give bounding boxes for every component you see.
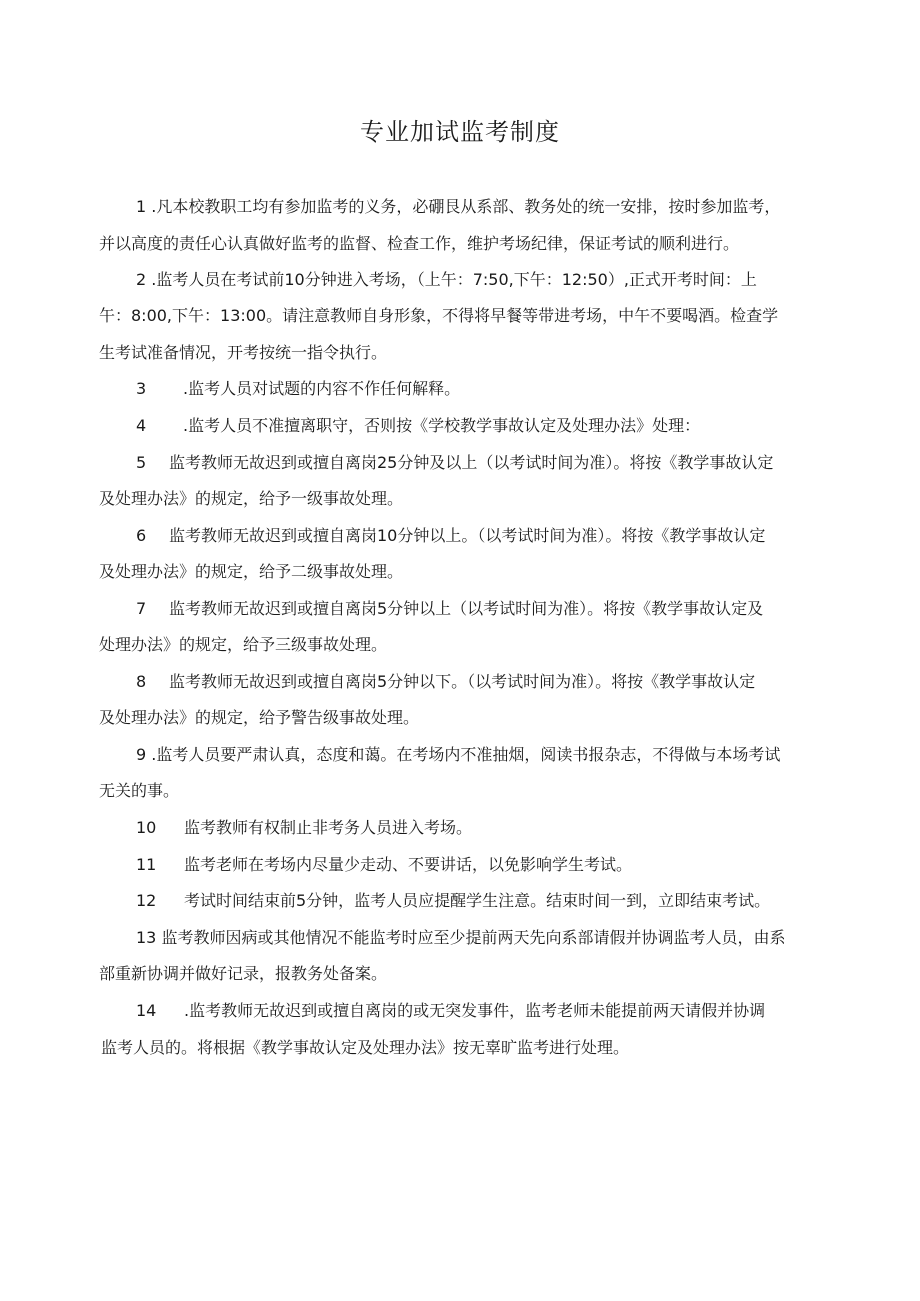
clause-line bbox=[136, 269, 757, 291]
clause-line bbox=[99, 561, 403, 583]
clause-line bbox=[136, 598, 146, 620]
clause-text: 监考老师在考场内尽量少走动、不要讲话，以免影响学生考试。 bbox=[184, 855, 633, 874]
clause-text: 并以高度的责任心认真做好监考的监督、检查工作，维护考场纪律，保证考试的顺利进行。 bbox=[99, 234, 740, 253]
clause-text: .监考人员要严肃认真，态度和蔼。在考场内不准抽烟，阅读书报杂志，不得做与本场考试 bbox=[146, 745, 781, 764]
clause-number: 1 bbox=[136, 197, 147, 216]
clause-number: 5 bbox=[136, 453, 147, 472]
clause-text: .监考人员在考试前10分钟进入考场，（上午：7:50,下午：12:50）,正式开考时间：上 bbox=[146, 270, 757, 289]
clause-line bbox=[136, 525, 146, 547]
clause-text: .凡本校教职工均有参加监考的义务，必硼艮从系部、教务处的统一安排，按时参加监考， bbox=[146, 197, 781, 216]
clause-line bbox=[169, 452, 773, 474]
clause-line bbox=[136, 196, 780, 218]
clause-text: 监考教师因病或其他情况不能监考时应至少提前两天先向系部请假并协调监考人员，由系 bbox=[156, 928, 786, 947]
clause-line bbox=[184, 854, 632, 876]
clause-line bbox=[184, 890, 770, 912]
clause-line bbox=[99, 634, 387, 656]
clause-text: 部重新协调并做好记录，报教务处备案。 bbox=[99, 964, 388, 983]
clause-line bbox=[99, 963, 387, 985]
clause-text: 及处理办法》的规定，给予二级事故处理。 bbox=[99, 562, 404, 581]
clause-number: 9 bbox=[136, 745, 147, 764]
clause-text: 监考教师无故迟到或擅自离岗10分钟以上。（以考试时间为准）。将按《教学事故认定 bbox=[169, 526, 766, 545]
clause-line bbox=[169, 525, 765, 547]
clause-line bbox=[136, 452, 146, 474]
clause-line bbox=[101, 1037, 629, 1059]
clause-text: 监考教师有权制止非考务人员进入考场。 bbox=[184, 818, 473, 837]
clause-text: 及处理办法》的规定，给予一级事故处理。 bbox=[99, 489, 404, 508]
clause-number: 14 bbox=[136, 1001, 157, 1020]
clause-text: .监考人员不准擅离职守，否则按《学校教学事故认定及处理办法》处理： bbox=[183, 416, 701, 435]
clause-line bbox=[183, 415, 700, 437]
clause-text: 监考教师无故迟到或擅自离岗5分钟以上（以考试时间为准）。将按《教学事故认定及 bbox=[169, 599, 764, 618]
clause-text: 午：8:00,下午：13:00。请注意教师自身形象，不得将早餐等带进考场，中午不要喝酒。检查学 bbox=[99, 306, 779, 325]
clause-number: 12 bbox=[136, 891, 157, 910]
clause-number: 7 bbox=[136, 599, 147, 618]
clause-line bbox=[136, 744, 780, 766]
clause-line bbox=[136, 890, 156, 912]
clause-line bbox=[136, 415, 146, 437]
clause-line bbox=[169, 598, 763, 620]
clause-number: 2 bbox=[136, 270, 147, 289]
clause-line bbox=[184, 817, 472, 839]
clause-text: 考试时间结束前5分钟，监考人员应提醒学生注意。结束时间一到，立即结束考试。 bbox=[184, 891, 771, 910]
clause-line bbox=[136, 927, 785, 949]
clause-text: 监考教师无故迟到或擅自离岗5分钟以下。（以考试时间为准）。将按《教学事故认定 bbox=[169, 672, 756, 691]
clause-text: 无关的事。 bbox=[99, 781, 180, 800]
clause-text: 监考教师无故迟到或擅自离岗25分钟及以上（以考试时间为准）。将按《教学事故认定 bbox=[169, 453, 774, 472]
clause-line bbox=[136, 817, 156, 839]
clause-number: 8 bbox=[136, 672, 147, 691]
clause-number: 3 bbox=[136, 379, 147, 398]
clause-text: 及处理办法》的规定，给予警告级事故处理。 bbox=[99, 708, 420, 727]
clause-number: 11 bbox=[136, 855, 157, 874]
clause-line bbox=[136, 1000, 156, 1022]
clause-number: 4 bbox=[136, 416, 147, 435]
clause-line bbox=[99, 780, 179, 802]
clause-text: 处理办法》的规定，给予三级事故处理。 bbox=[99, 635, 388, 654]
clause-line bbox=[136, 854, 156, 876]
clause-number: 13 bbox=[136, 928, 157, 947]
clause-line bbox=[99, 488, 403, 510]
clause-text: 监考人员的。将根据《教学事故认定及处理办法》按无辜旷监考进行处理。 bbox=[101, 1038, 630, 1057]
clause-line bbox=[136, 378, 146, 400]
clause-line bbox=[184, 1000, 765, 1022]
clause-number: 10 bbox=[136, 818, 157, 837]
clause-line bbox=[99, 233, 739, 255]
clause-line bbox=[136, 671, 146, 693]
clause-text: 生考试准备情况，开考按统一指令执行。 bbox=[99, 343, 388, 362]
document-title: 专业加试监考制度 bbox=[360, 118, 560, 146]
clause-line bbox=[99, 707, 419, 729]
clause-line bbox=[169, 671, 755, 693]
clause-line bbox=[183, 378, 460, 400]
clause-line bbox=[99, 342, 387, 364]
clause-text: .监考教师无故迟到或擅自离岗的或无突发事件，监考老师未能提前两天请假并协调 bbox=[184, 1001, 766, 1020]
clause-number: 6 bbox=[136, 526, 147, 545]
clause-text: .监考人员对试题的内容不作任何解释。 bbox=[183, 379, 461, 398]
clause-line bbox=[99, 305, 778, 327]
